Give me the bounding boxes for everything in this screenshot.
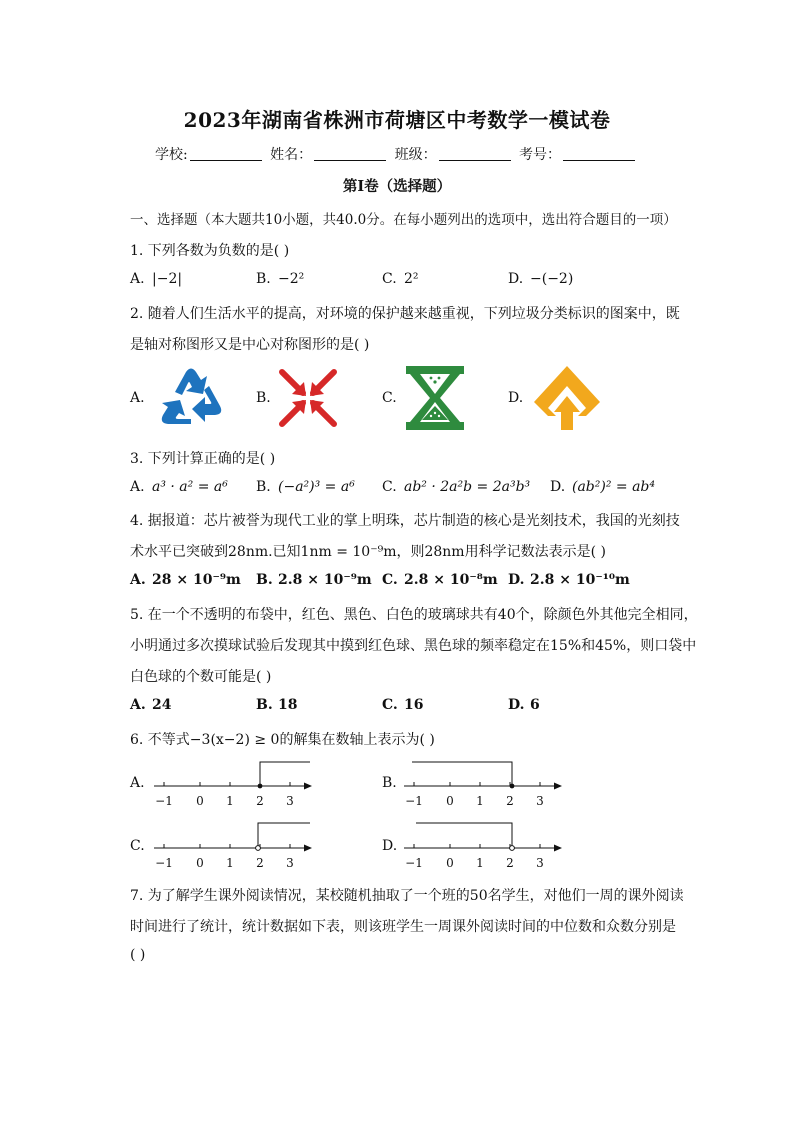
option-value: 6 bbox=[530, 697, 540, 713]
q4-option-c[interactable] bbox=[382, 572, 498, 588]
tick-label: −1 bbox=[155, 794, 173, 808]
option-value: 2² bbox=[404, 271, 419, 287]
tick-label: 2 bbox=[256, 856, 264, 870]
q3-option-b[interactable] bbox=[256, 479, 355, 495]
option-label: B. bbox=[256, 479, 271, 495]
tick-label: 3 bbox=[536, 794, 544, 808]
option-value: −2² bbox=[278, 271, 305, 287]
question-4-line-1: 4. 据报道：芯片被誉为现代工业的掌上明珠，芯片制造的核心是光刻技术，我国的光刻技 bbox=[130, 513, 680, 529]
q5-option-c[interactable] bbox=[382, 697, 423, 713]
tick-label: 1 bbox=[226, 856, 234, 870]
q4-option-d[interactable] bbox=[508, 572, 630, 588]
page-title: 2023年湖南省株洲市荷塘区中考数学一模试卷 bbox=[183, 108, 611, 132]
tick-label: −1 bbox=[405, 856, 423, 870]
option-label: A. bbox=[130, 572, 146, 588]
q5-option-d[interactable] bbox=[508, 697, 540, 713]
tick-label: −1 bbox=[155, 856, 173, 870]
part-header: 一、选择题（本大题共10小题，共40.0分。在每小题列出的选项中，选出符合题目的一项） bbox=[130, 212, 677, 228]
tick-label: 0 bbox=[196, 794, 204, 808]
tick-label: 2 bbox=[256, 794, 264, 808]
tick-label: 1 bbox=[226, 794, 234, 808]
q4-option-a[interactable] bbox=[130, 572, 241, 588]
tick-label: 2 bbox=[506, 856, 514, 870]
tick-label: 1 bbox=[476, 794, 484, 808]
option-value: 2.8 × 10⁻⁹m bbox=[278, 572, 372, 588]
q1-option-c[interactable] bbox=[382, 271, 419, 287]
tick-label: 3 bbox=[286, 794, 294, 808]
option-value: 2.8 × 10⁻⁸m bbox=[404, 572, 498, 588]
option-value: 24 bbox=[152, 697, 172, 713]
hourglass-icon bbox=[404, 364, 466, 436]
exam-no-label: 考号： bbox=[519, 147, 562, 163]
option-label: D. bbox=[550, 479, 566, 495]
q2-option-c-label[interactable]: C. bbox=[382, 390, 397, 406]
option-label: B. bbox=[256, 572, 273, 588]
name-blank[interactable] bbox=[314, 146, 386, 161]
option-label: D. bbox=[508, 572, 525, 588]
q1-option-a[interactable] bbox=[130, 271, 182, 287]
tick-label: 3 bbox=[536, 856, 544, 870]
question-7-line-3: ( ) bbox=[130, 947, 146, 963]
q1-option-b[interactable] bbox=[256, 271, 304, 287]
q6-option-d-label[interactable]: D. bbox=[382, 838, 398, 854]
number-line-b bbox=[400, 756, 570, 808]
tick-label: 0 bbox=[446, 856, 454, 870]
q1-option-d[interactable] bbox=[508, 271, 573, 287]
option-label: C. bbox=[382, 572, 398, 588]
q5-option-b[interactable] bbox=[256, 697, 297, 713]
q3-option-d[interactable] bbox=[550, 479, 655, 495]
q2-option-b-label[interactable]: B. bbox=[256, 390, 271, 406]
option-value: |−2| bbox=[152, 271, 183, 287]
option-label: C. bbox=[382, 697, 398, 713]
section-title: 第Ⅰ卷（选择题） bbox=[342, 178, 452, 195]
student-info-row bbox=[0, 144, 794, 164]
q5-option-a[interactable] bbox=[130, 697, 171, 713]
class-blank[interactable] bbox=[439, 146, 511, 161]
name-label: 姓名： bbox=[270, 147, 313, 163]
class-label: 班级： bbox=[394, 147, 437, 163]
tick-label: 0 bbox=[196, 856, 204, 870]
q3-option-a[interactable] bbox=[130, 479, 228, 495]
number-line-a bbox=[150, 756, 320, 808]
tick-label: 2 bbox=[506, 794, 514, 808]
question-7-line-2: 时间进行了统计，统计数据如下表，则该班学生一周课外阅读时间的中位数和众数分别是 bbox=[130, 919, 676, 935]
question-5-line-2: 小明通过多次摸球试验后发现其中摸到红色球、黑色球的频率稳定在15%和45%，则口袋中 bbox=[130, 638, 697, 654]
number-line-d bbox=[400, 818, 570, 870]
question-3: 3. 下列计算正确的是( ) bbox=[130, 451, 276, 467]
q6-option-b-label[interactable]: B. bbox=[382, 775, 397, 791]
option-value: ab² · 2a²b = 2a³b³ bbox=[404, 479, 531, 495]
exam-no-blank[interactable] bbox=[563, 146, 635, 161]
tick-label: −1 bbox=[405, 794, 423, 808]
tick-label: 1 bbox=[476, 856, 484, 870]
option-value: (−a²)³ = a⁶ bbox=[278, 479, 355, 495]
option-value: 2.8 × 10⁻¹⁰m bbox=[530, 572, 630, 588]
option-label: D. bbox=[508, 697, 525, 713]
option-value: −(−2) bbox=[530, 271, 574, 287]
tick-label: 0 bbox=[446, 794, 454, 808]
option-label: A. bbox=[130, 479, 145, 495]
school-label: 学校: bbox=[154, 147, 188, 163]
question-1: 1. 下列各数为负数的是( ) bbox=[130, 243, 290, 259]
option-label: C. bbox=[382, 479, 397, 495]
question-5-line-3: 白色球的个数可能是( ) bbox=[130, 669, 272, 685]
question-6: 6. 不等式−3(x−2) ≥ 0的解集在数轴上表示为( ) bbox=[130, 732, 435, 748]
q2-option-a-label[interactable]: A. bbox=[130, 390, 145, 406]
option-value: (ab²)² = ab⁴ bbox=[572, 479, 656, 495]
option-label: A. bbox=[130, 271, 145, 287]
question-5-line-1: 5. 在一个不透明的布袋中，红色、黑色、白色的玻璃球共有40个，除颜色外其他完全相同， bbox=[130, 607, 698, 623]
question-7-line-1: 7. 为了解学生课外阅读情况，某校随机抽取了一个班的50名学生，对他们一周的课外阅读 bbox=[130, 888, 684, 904]
recycle-icon bbox=[153, 362, 229, 438]
tick-label: 3 bbox=[286, 856, 294, 870]
option-value: 18 bbox=[278, 697, 298, 713]
option-value: a³ · a² = a⁶ bbox=[152, 479, 228, 495]
converging-arrows-icon bbox=[276, 366, 340, 434]
question-2-line-2: 是轴对称图形又是中心对称图形的是( ) bbox=[130, 337, 370, 353]
question-4-line-2: 术水平已突破到28nm.已知1nm = 10⁻⁹m，则28nm用科学记数法表示是( ) bbox=[130, 544, 606, 560]
school-blank[interactable] bbox=[190, 146, 262, 161]
option-value: 28 × 10⁻⁹m bbox=[152, 572, 241, 588]
question-2-line-1: 2. 随着人们生活水平的提高，对环境的保护越来越重视，下列垃圾分类标识的图案中，既 bbox=[130, 306, 680, 322]
number-line-c bbox=[150, 818, 320, 870]
q4-option-b[interactable] bbox=[256, 572, 372, 588]
q6-option-c-label[interactable]: C. bbox=[130, 838, 145, 854]
option-label: C. bbox=[382, 271, 397, 287]
option-label: A. bbox=[130, 697, 146, 713]
q2-option-d-label[interactable]: D. bbox=[508, 390, 524, 406]
option-label: D. bbox=[508, 271, 524, 287]
q3-option-c[interactable] bbox=[382, 479, 530, 495]
option-label: B. bbox=[256, 697, 273, 713]
option-value: 16 bbox=[404, 697, 424, 713]
triangle-arrow-icon bbox=[530, 362, 604, 438]
option-label: B. bbox=[256, 271, 271, 287]
q6-option-a-label[interactable]: A. bbox=[130, 775, 145, 791]
